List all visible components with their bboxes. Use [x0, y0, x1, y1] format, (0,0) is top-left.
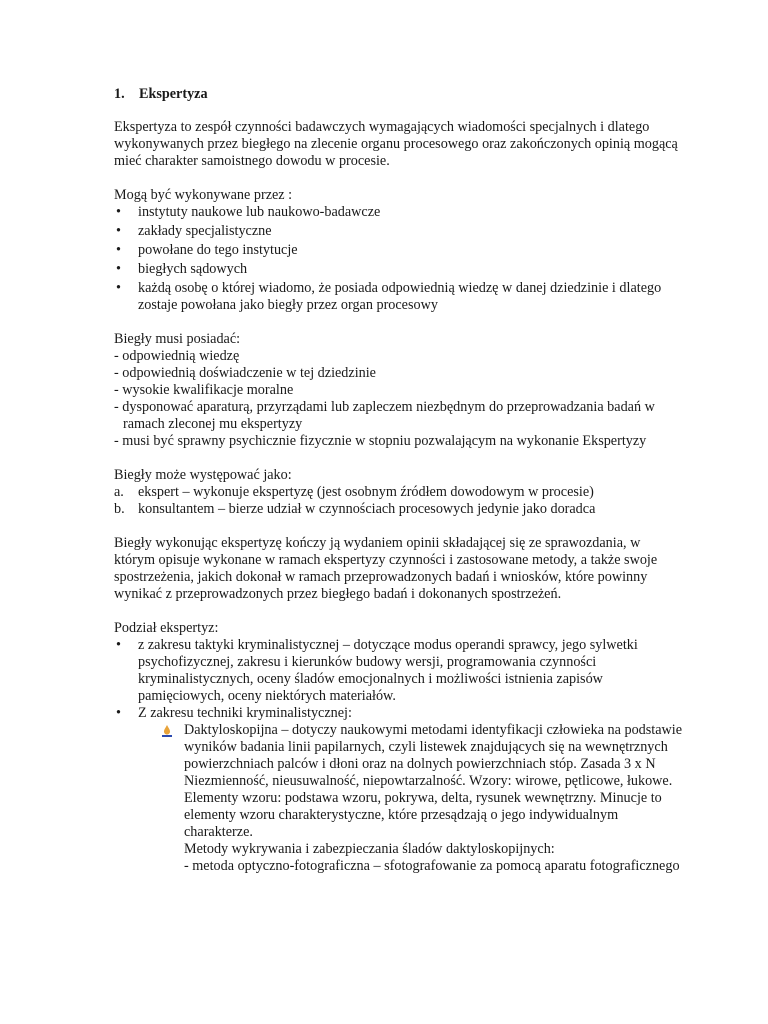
performers-item: • biegłych sądowych	[116, 261, 248, 277]
division-item: • Z zakresu techniki kryminalistycznej:	[116, 705, 352, 721]
list-marker: a.	[114, 484, 124, 500]
requirements-item: - wysokie kwalifikacje moralne	[114, 382, 294, 398]
methods-lead: Metody wykrywania i zabezpieczania śladów daktyloskopijnych:	[184, 841, 555, 857]
performers-item: • każdą osobę o której wiadomo, że posiada odpowiednią wiedzę w danej dziedzinie i dlatego zostaje powołana jako biegły przez organ procesowy	[116, 280, 662, 313]
requirements-item: - dysponować aparaturą, przyrządami lub zapleczem niezbędnym do przeprowadzania badań w ramach zleconej mu ekspertyzy	[114, 399, 655, 432]
dactyloscopy-text: Daktyloskopijna – dotyczy naukowymi metodami identyfikacji człowieka na podstawie wyników badania linii papilarnych, czyli listewek znajdujących się na wewnętrznych powierzchniach palców i dłoni oraz na dolnych powierzchniach stóp. Zasada 3 x N Niezmienność, nieusuwalność, niepowtarzalność. Wzory: wirowe, pętlicowe, łukowe. Elementy wzoru: podstawa wzoru, pokrywa, delta, rysunek wewnętrzny. Minucje to elementy wzoru charakterystyczne, które przesądzają o jego indywidualnym charakterze.	[184, 722, 683, 840]
bullet-icon: •	[116, 280, 121, 296]
division-item: • z zakresu taktyki kryminalistycznej – dotyczące modus operandi sprawcy, jego sylwetki psychofizycznej, zakresu i kierunków budowy wersji, programowania czynności kryminalistycznych, oceny śladów emocjonalnych i możliwości istnienia zapisów pamięciowych, oceny niektórych materiałów.	[116, 637, 638, 704]
performers-lead: Mogą być wykonywane przez :	[114, 187, 293, 203]
bullet-icon: •	[116, 204, 121, 220]
section-heading	[114, 86, 684, 103]
division-lead: Podział ekspertyz:	[114, 620, 219, 636]
bullet-icon: •	[116, 261, 121, 277]
heading-title: Ekspertyza	[139, 86, 208, 102]
dactyloscopy-subitem	[114, 722, 684, 875]
roles-item: b. konsultantem – bierze udział w czynnościach procesowych jedynie jako doradca	[114, 501, 596, 517]
bullet-icon: •	[116, 637, 121, 653]
performers-item: • powołane do tego instytucje	[116, 242, 298, 258]
bullet-icon: •	[116, 705, 121, 721]
requirements-lead: Biegły musi posiadać:	[114, 331, 241, 347]
bullet-icon: •	[116, 223, 121, 239]
document-body	[114, 86, 684, 875]
performers-item: • zakłady specjalistyczne	[116, 223, 272, 239]
roles-item: a. ekspert – wykonuje ekspertyzę (jest osobnym źródłem dowodowym w procesie)	[114, 484, 594, 500]
heading-number: 1.	[114, 86, 125, 102]
performers-item: • instytuty naukowe lub naukowo-badawcze	[116, 204, 381, 220]
intro-paragraph: Ekspertyza to zespół czynności badawczych wymagających wiadomości specjalnych i dlatego wykonywanych przez biegłego na zlecenie organu procesowego oraz zakończonych opinią mogącą mieć charakter samoistnego dowodu w procesie.	[114, 119, 678, 169]
requirements-item: - odpowiednią doświadczenie w tej dziedzinie	[114, 365, 376, 381]
requirements-item: - musi być sprawny psychicznie fizycznie w stopniu pozwalającym na wykonanie Ekspertyzy	[114, 433, 647, 449]
bullet-icon: •	[116, 242, 121, 258]
list-marker: b.	[114, 501, 125, 517]
teardrop-bullet-icon	[160, 724, 174, 738]
roles-lead: Biegły może występować jako:	[114, 467, 292, 483]
requirements-item: - odpowiednią wiedzę	[114, 348, 240, 364]
conclusion-paragraph: Biegły wykonując ekspertyzę kończy ją wydaniem opinii składającej się ze sprawozdania, w którym opisuje wykonane w ramach ekspertyzy czynności i zastosowane metody, a także swoje spostrzeżenia, jakich dokonał w ramach przeprowadzonych badań i wniosków, które powinny wynikać z przeprowadzonych przez biegłego badań i dokonanych spostrzeżeń.	[114, 535, 658, 602]
method-item: - metoda optyczno-fotograficzna – sfotografowanie za pomocą aparatu fotograficznego	[184, 858, 680, 874]
